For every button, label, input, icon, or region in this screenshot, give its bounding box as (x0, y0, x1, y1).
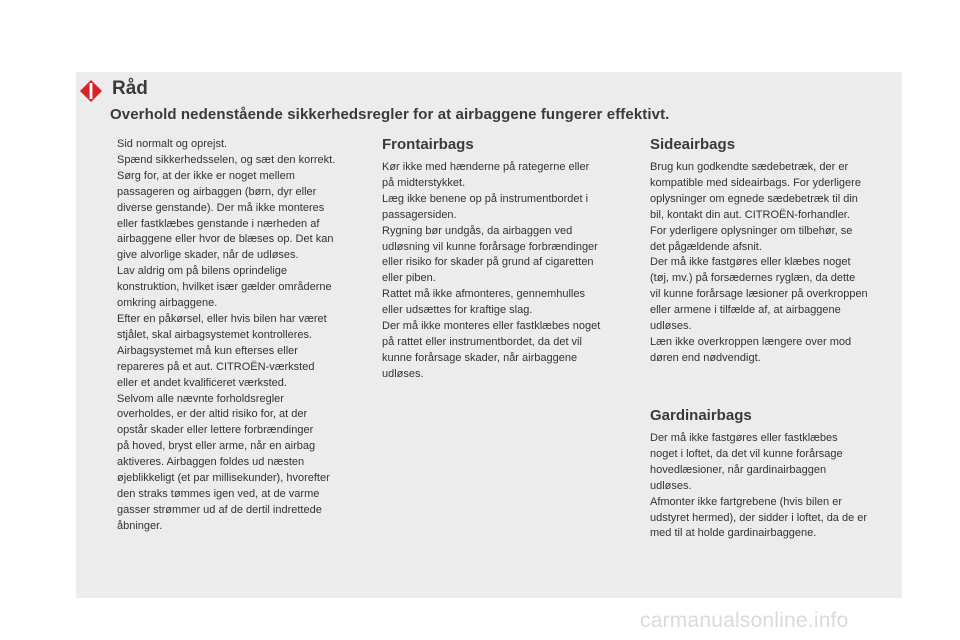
gardinairbags-title: Gardinairbags (650, 407, 752, 424)
text-line: Brug kun godkendte sædebetræk, der er (650, 161, 849, 173)
text-line: Der må ikke fastgøres eller klæbes noget (650, 256, 851, 269)
frontairbags-title: Frontairbags (382, 136, 474, 153)
text-line: passageren og airbaggen (børn, dyr eller (117, 185, 317, 198)
text-line: eller udsættes for kraftige slag. (382, 304, 533, 317)
text-line: bil, kontakt din aut. CITROËN-forhandler. (650, 208, 850, 221)
text-line: på hoved, bryst eller arme, når en airbag (117, 440, 316, 453)
text-line: Spænd sikkerhedsselen, og sæt den korrekt. (117, 153, 336, 166)
gardinairbags-body (650, 431, 867, 542)
text-line: repareres på et aut. CITROËN-værksted (117, 360, 315, 373)
text-line: døren end nødvendigt. (650, 351, 761, 364)
text-line: kunne forårsage skader, når airbaggene (382, 351, 578, 364)
text-line: udløses. (650, 479, 692, 492)
text-line: gasser strømmer ud af de dertil indrettede (117, 503, 322, 516)
text-line: eller piben. (382, 272, 436, 285)
gardinairbags-section (650, 407, 867, 542)
text-line: Der må ikke monteres eller fastklæbes noget (382, 320, 601, 333)
text-line: Sørg for, at der ikke er noget mellem (117, 169, 295, 182)
text-line: eller et andet kvalificeret værksted. (117, 376, 287, 389)
text-line: Læg ikke benene op på instrumentbordet i (382, 192, 589, 205)
text-line: åbninger. (117, 519, 163, 532)
text-line: passagersiden. (382, 208, 457, 221)
text-line: med til at holde gardinairbaggene. (650, 527, 817, 540)
text-line: det pågældende afsnit. (650, 240, 762, 253)
text-line: Afmonter ikke fartgrebene (hvis bilen er (650, 495, 842, 508)
warning-diamond-icon (80, 80, 102, 102)
text-line: Rattet må ikke afmonteres, gennemhulles (382, 288, 585, 301)
frontairbags-body (382, 160, 600, 383)
text-line: konstruktion, hvilket især gælder områderne (117, 281, 332, 294)
text-line: Kør ikke med hænderne på rategerne eller (382, 161, 590, 173)
text-line: Selvom alle nævnte forholdsregler (117, 392, 284, 405)
text-line: øjeblikkeligt (et par millisekunder), hvorefter (117, 472, 330, 485)
text-line: Efter en påkørsel, eller hvis bilen har været (117, 312, 327, 325)
text-line: (tøj, mv.) på forsædernes ryglæn, da dette (650, 272, 856, 285)
page-subtitle: Overhold nedenstående sikkerhedsregler for at airbaggene fungerer effektivt. (110, 106, 670, 123)
general-advice-column (117, 137, 335, 535)
text-line: overholdes, er der altid risiko for, at der (117, 408, 308, 421)
page-title: Råd (112, 78, 148, 99)
text-line: aktiveres. Airbaggen foldes ud næsten (117, 456, 305, 469)
sideairbags-section (650, 136, 868, 367)
text-line: diverse genstande). Der må ikke monteres (117, 201, 325, 214)
text-line: Læn ikke overkroppen længere over mod (650, 335, 852, 348)
text-line: eller fastklæbes genstande i nærheden af (117, 217, 320, 230)
text-line: Airbagsystemet må kun efterses eller (117, 344, 298, 357)
sideairbags-title: Sideairbags (650, 136, 736, 153)
text-line: udløsning vil kunne forårsage forbrændinger (382, 240, 598, 253)
sideairbags-body (650, 160, 868, 367)
text-line: stjålet, skal airbagsystemet kontrolleres. (117, 328, 313, 341)
text-line: Sid normalt og oprejst. (117, 138, 228, 150)
text-line: udstyret hermed), der sidder i loftet, da de er (650, 511, 868, 524)
text-line: eller risiko for skader på grund af cigaretten (382, 256, 594, 269)
text-line: hovedlæsioner, når gardinairbaggen (650, 463, 827, 476)
text-line: airbaggene eller hvor de blæses op. Det kan (117, 233, 334, 246)
text-line: vil kunne forårsage læsioner på overkroppen (650, 288, 868, 301)
text-line: Der må ikke fastgøres eller fastklæbes (650, 432, 838, 444)
text-line: opstår skader eller lettere forbrændinger (117, 424, 314, 437)
text-line: give alvorlige skader, når de udløses. (117, 249, 299, 262)
text-line: på rattet eller instrumentbordet, da det vil (382, 335, 582, 348)
text-line: Lav aldrig om på bilens oprindelige (117, 265, 287, 278)
watermark: carmanualsonline.info (640, 609, 849, 632)
text-line: på midterstykket. (382, 176, 466, 189)
text-line: den straks tømmes igen ved, at de varme (117, 487, 320, 500)
frontairbags-section (382, 136, 600, 383)
text-line: kompatible med sideairbags. For yderligere (650, 176, 861, 189)
text-line: udløses. (382, 367, 424, 380)
text-line: noget i loftet, da det vil kunne forårsage (650, 447, 843, 460)
text-line: udløses. (650, 320, 692, 333)
text-line: For yderligere oplysninger om tilbehør, se (650, 224, 853, 237)
text-line: eller armene i tilfælde af, at airbaggene (650, 304, 841, 317)
text-line: omkring airbaggene. (117, 297, 218, 310)
text-line: Rygning bør undgås, da airbaggen ved (382, 224, 573, 237)
text-line: oplysninger om egnede sædebetræk til din (650, 192, 858, 205)
